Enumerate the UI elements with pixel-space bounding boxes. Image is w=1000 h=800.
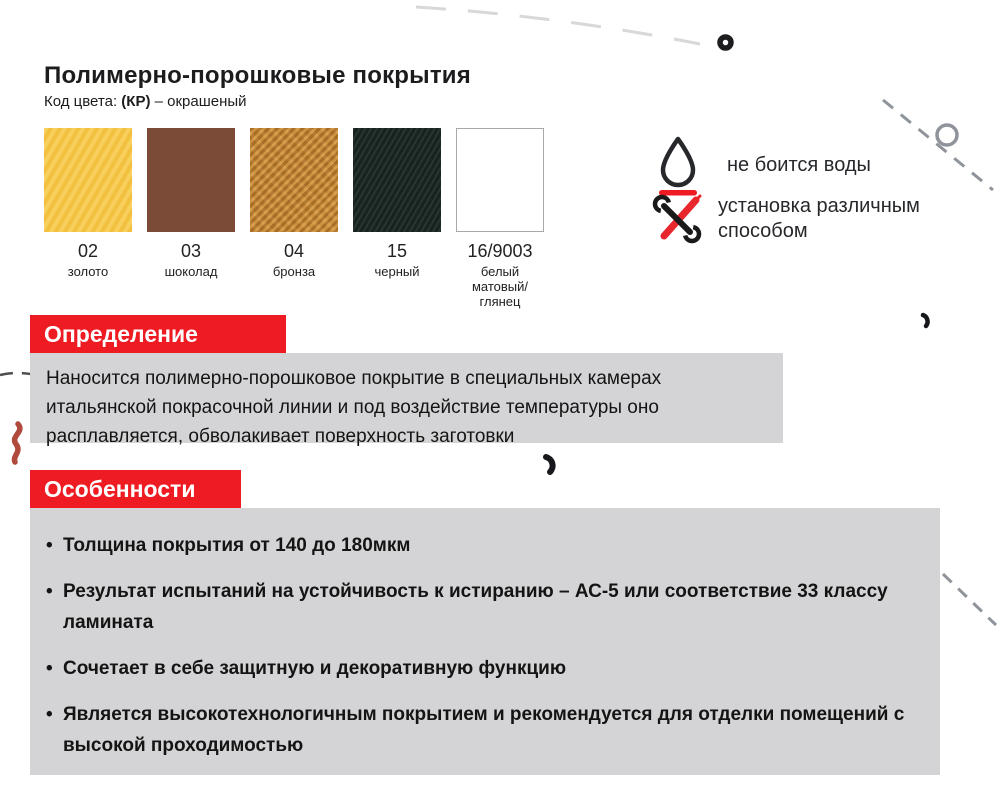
feature-item: • Результат испытаний на устойчивость к истиранию – АС-5 или соответствие 33 классу ламината — [46, 576, 924, 638]
color-code-caption — [44, 93, 247, 110]
page-title: Полимерно-порошковые покрытия — [44, 62, 471, 89]
feature-item: • Сочетает в себе защитную и декоративную функцию — [46, 653, 924, 684]
swatch-code: 04 — [283, 241, 305, 261]
color-code-prefix: Код цвета: — [44, 93, 122, 110]
definition-panel: Наносится полимерно-порошковое покрытие в специальных камерах итальянской покрасочной линии и под воздействие температуры оно расплавляется, обволакивает поверхность заготовки — [30, 353, 783, 443]
swatch-chocolate-color — [147, 128, 235, 232]
bottom-right-dashed-decoration — [936, 563, 1000, 631]
swatch-gold — [44, 128, 132, 309]
benefit-label: установка различным способом — [718, 195, 920, 242]
feature-item: • Является высокотехнологичным покрытием и рекомендуется для отделки помещений с высокой проходимостью — [46, 699, 924, 761]
right-dashed-line-decoration — [875, 92, 1000, 197]
top-dashed-curve-decoration — [408, 0, 708, 52]
swatch-white-color — [456, 128, 544, 232]
red-squiggle-decoration — [2, 420, 32, 466]
color-code-suffix: – окрашеный — [150, 93, 247, 110]
comma-decoration-small — [918, 311, 934, 331]
definition-heading: Определение — [30, 315, 286, 353]
swatch-bronze — [250, 128, 338, 309]
swatch-black — [353, 128, 441, 309]
benefit-label: не боится воды — [727, 153, 871, 176]
color-palette — [44, 128, 544, 309]
swatch-code: 03 — [180, 241, 202, 261]
swatch-code: 16/9003 — [467, 241, 533, 261]
swatch-white — [456, 128, 544, 309]
features-panel — [30, 508, 940, 775]
swatch-code: 15 — [386, 241, 408, 261]
donut-icon — [716, 33, 735, 52]
swatch-code: 02 — [77, 241, 99, 261]
swatch-black-color — [353, 128, 441, 232]
swatch-chocolate — [147, 128, 235, 309]
swatch-name: золото — [67, 264, 109, 279]
benefit-water — [655, 134, 871, 196]
color-code-value: (КР) — [121, 93, 151, 110]
swatch-name: шоколад — [164, 264, 218, 279]
feature-list — [46, 530, 924, 761]
comma-decoration-large — [540, 453, 560, 477]
swatch-name: белый матовый/глянец — [471, 264, 529, 309]
tools-icon — [652, 194, 702, 244]
swatch-name: черный — [374, 264, 420, 279]
water-drop-icon — [655, 134, 701, 196]
swatch-bronze-color — [250, 128, 338, 232]
feature-item: • Толщина покрытия от 140 до 180мкм — [46, 530, 924, 561]
features-heading: Особенности — [30, 470, 241, 508]
swatch-gold-color — [44, 128, 132, 232]
benefit-installation — [652, 194, 958, 244]
swatch-name: бронза — [272, 264, 316, 279]
